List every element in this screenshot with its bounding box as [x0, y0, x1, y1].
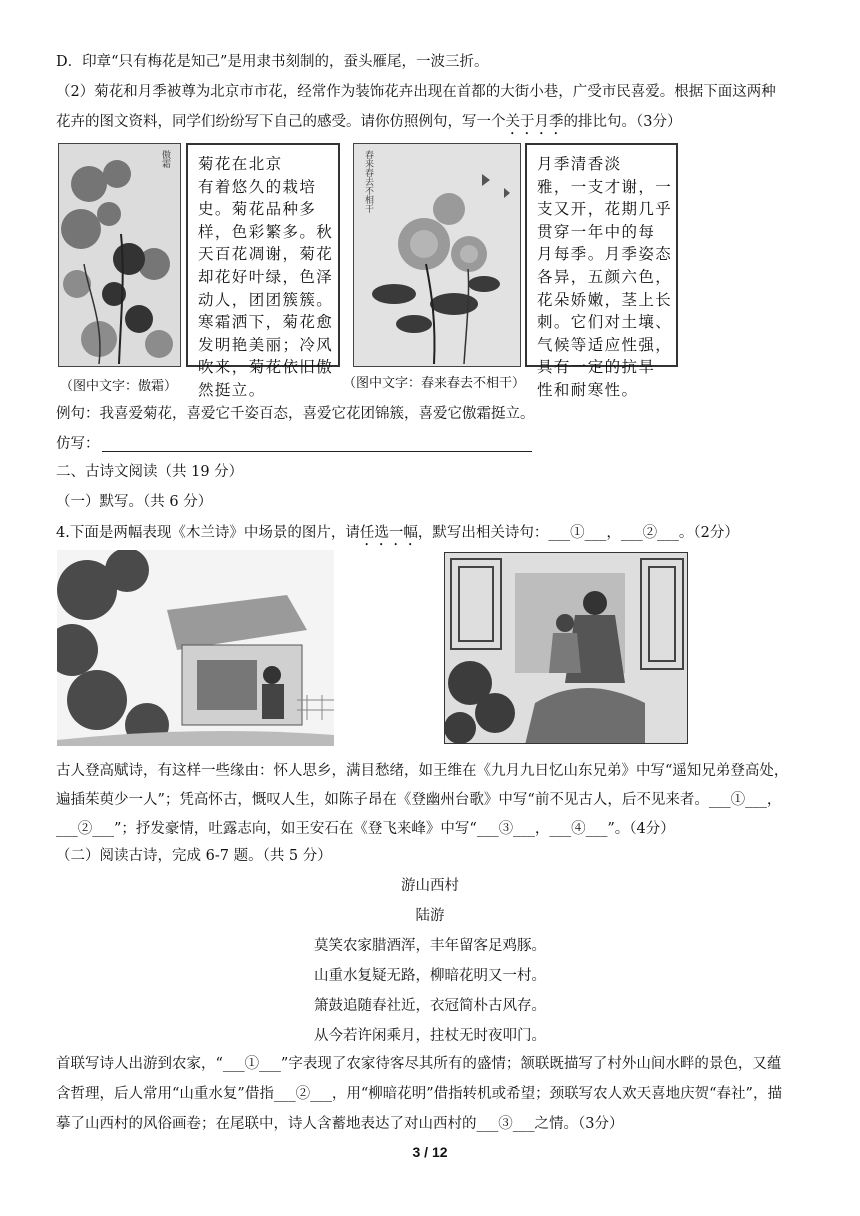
- chrysanthemum-description: 菊花在北京 有着悠久的栽培 史。菊花品种多 样，色彩繁多。秋 天百花凋谢，菊花 却花好叶绿，色泽 动人，团团簇簇。 寒霜洒下，菊花愈 发明艳美丽；冷风 吹来，菊花依旧傲 然挺立。: [186, 143, 340, 367]
- poem-line: 从今若许闲乘月，拄杖无时夜叩门。: [314, 1028, 546, 1044]
- section-2-heading: 二、古诗文阅读（共 19 分）: [56, 464, 244, 480]
- poem-line: 箫鼓追随春社近，衣冠简朴古风存。: [314, 998, 546, 1014]
- chrysanthemum-inscription: 傲霜: [160, 150, 170, 168]
- rose-painting: [353, 143, 521, 367]
- question-4-text: 4.下面是两幅表现《木兰诗》中场景的图片，请: [56, 525, 360, 541]
- emphasis-about-rose: 关于月季: [505, 114, 564, 130]
- question-5-line-3: ___②___”；抒发豪情，吐露志向，如王安石在《登飞来峰》中写“___③___，___④___”。（4分）: [56, 821, 675, 837]
- subsection-2-heading: （二）阅读古诗，完成 6-7 题。（共 5 分）: [56, 848, 332, 864]
- question-5-line-1: 古人登高赋诗，有这样一些缘由：怀人思乡，满目愁绪，如王维在《九月九日忆山东兄弟》中写“遥知兄弟登高处，: [56, 763, 789, 779]
- emphasis-choose-one: 任选一幅: [359, 525, 418, 541]
- poem-line: 山重水复疑无路，柳暗花明又一村。: [314, 968, 546, 984]
- question-2-points: 的排比句。（3分）: [563, 114, 682, 130]
- mulan-weaving-illustration: [57, 550, 334, 746]
- question-2-line-2: [56, 112, 681, 138]
- question-5-line-2: 遍插茱萸少一人”；凭高怀古，慨叹人生，如陈子昂在《登幽州台歌》中写“前不见古人，后不见来者。___①___，: [56, 792, 782, 808]
- question-2-text: 花卉的图文资料，同学们纷纷写下自己的感受。请你仿照例句，写一个: [56, 114, 506, 130]
- rose-inscription: 春来春去不相干: [363, 150, 373, 213]
- chrysanthemum-caption: （图中文字：傲霜）: [60, 379, 178, 394]
- question-4-blanks: ，默写出相关诗句：___①___，___②___。（2分）: [417, 525, 739, 541]
- page-number: 3 / 12: [412, 1144, 448, 1160]
- poem-author: 陆游: [415, 908, 445, 924]
- imitate-label: 仿写：: [56, 436, 100, 452]
- rose-caption: （图中文字：春来春去不相干）: [343, 376, 526, 391]
- poem-line: 莫笑农家腊酒浑，丰年留客足鸡豚。: [314, 938, 546, 954]
- option-d: D．印章“只有梅花是知己”是用隶书刻制的，蚕头雁尾，一波三折。: [56, 54, 489, 70]
- imitate-answer-line[interactable]: [102, 451, 532, 452]
- question-6-7-line-3: 摹了山西村的风俗画卷；在尾联中，诗人含蓄地表达了对山西村的___③___之情。（3分）: [56, 1116, 624, 1132]
- example-sentence: 例句：我喜爱菊花，喜爱它千姿百态，喜爱它花团锦簇，喜爱它傲霜挺立。: [56, 406, 535, 422]
- subsection-1-heading: （一）默写。（共 6 分）: [56, 494, 213, 510]
- rose-description: 月季清香淡 雅，一支才谢，一 支又开，花期几乎 贯穿一年中的每 月每季。月季姿态 各异，五颜六色， 花朵娇嫩，茎上长 刺。它们对土壤、 气候等适应性强， 具有一定的抗旱 性和耐寒性。: [525, 143, 678, 367]
- question-6-7-line-1: 首联写诗人出游到农家，“___①___”字表现了农家待客尽其所有的盛情；颔联既描写了村外山间水畔的景色，又蕴: [56, 1056, 782, 1072]
- mulan-dressing-illustration: [444, 552, 688, 744]
- question-4: [56, 523, 739, 549]
- question-6-7-line-2: 含哲理，后人常用“山重水复”借指___②___，用“柳暗花明”借指转机或希望；颈联写农人欢天喜地庆贺“春社”，描: [56, 1086, 782, 1102]
- chrysanthemum-painting: [58, 143, 181, 367]
- question-2-line-1: （2）菊花和月季被尊为北京市市花，经常作为装饰花卉出现在首都的大街小巷，广受市民喜爱。根据下面这两种: [56, 84, 776, 100]
- poem-title: 游山西村: [401, 878, 459, 894]
